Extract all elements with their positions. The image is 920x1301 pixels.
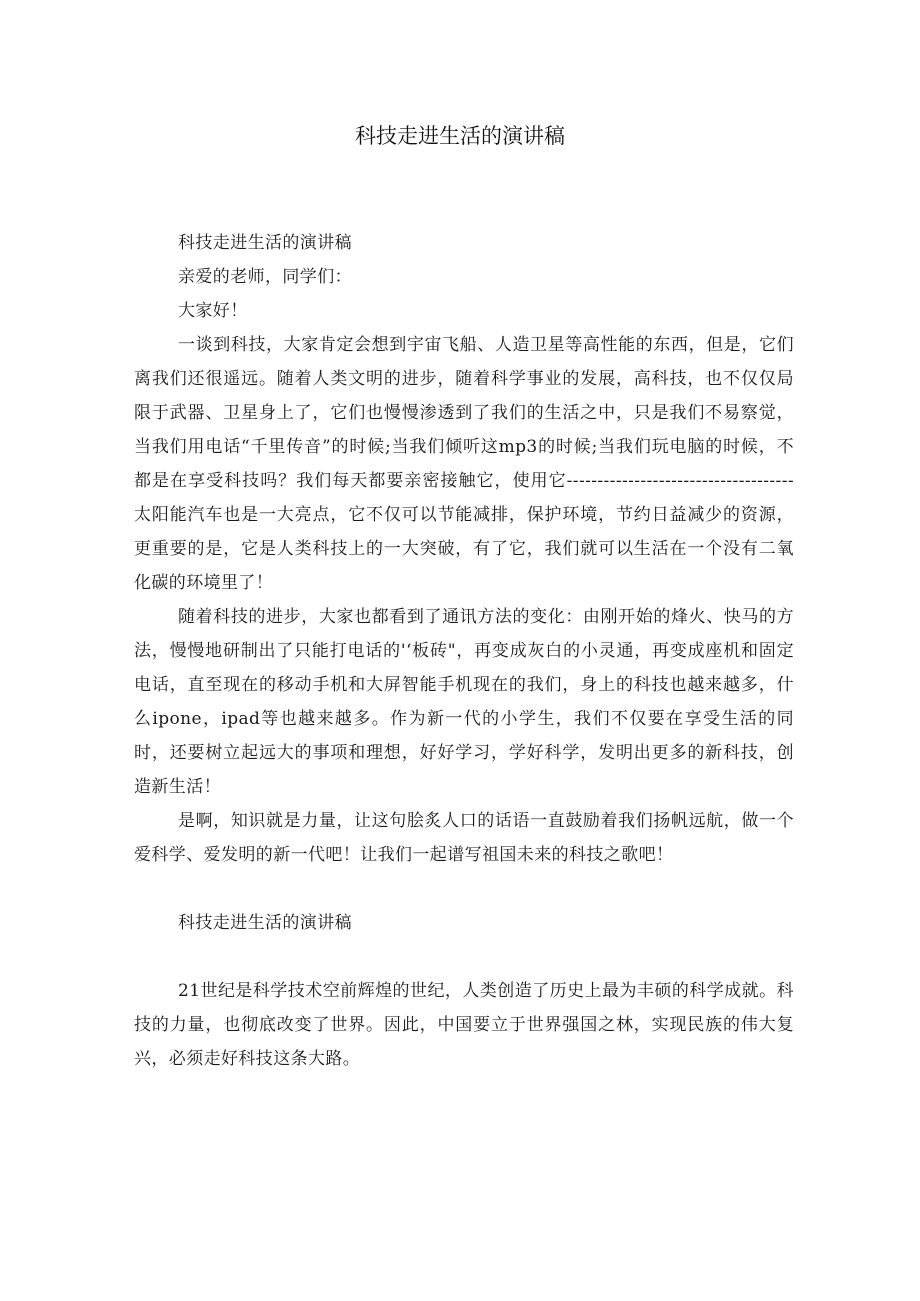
paragraph-salutation: 亲爱的老师，同学们：	[178, 267, 352, 287]
paragraph-body: 21世纪是科学技术空前辉煌的世纪，人类创造了历史上最为丰硕的科学成就。科技的力量，也彻底改变了世界。因此，中国要立于世界强国之林，实现民族的伟大复兴，必须走好科技这条大路。	[134, 981, 794, 1069]
paragraph-body: 随着科技的进步，大家也都看到了通讯方法的变化：由刚开始的烽火、快马的方法，慢慢地研制出了只能打电话的'‘板砖"，再变成灰白的小灵通，再变成座机和固定电话，直至现在的移动手机和大屏智能手机现在的我们，身上的科技也越来越多，什么ipone，ipad等也越来越多。作为新一代的小学生，我们不仅要在享受生活的同时，还要树立起远大的事项和理想，好好学习，学好科学，发明出更多的新科技，创造新生活！	[134, 607, 794, 797]
paragraph-greeting: 大家好！	[178, 301, 248, 321]
document-body	[134, 226, 794, 1076]
paragraph-body: 一谈到科技，大家肯定会想到宇宙飞船、人造卫星等高性能的东西，但是，它们离我们还很遥远。随着人类文明的进步，随着科学事业的发展，高科技，也不仅仅局限于武器、卫星身上了，它们也慢慢渗透到了我们的生活之中，只是我们不易察觉，当我们用电话“千里传音”的时候;当我们倾听这mp3的时候;当我们玩电脑的时候，不都是在享受科技吗？我们每天都要亲密接触它，使用它-------------------------------------太阳能汽车也是一大亮点，它不仅可以节能减排，保护环境，节约日益减少的资源，更重要的是，它是人类科技上的一大突破，有了它，我们就可以生活在一个没有二氧化碳的环境里了！	[134, 335, 794, 593]
paragraph-section-heading: 科技走进生活的演讲稿	[178, 913, 352, 933]
document-title: 科技走进生活的演讲稿	[355, 124, 565, 148]
paragraph-heading: 科技走进生活的演讲稿	[178, 233, 352, 253]
paragraph-body: 是啊，知识就是力量，让这句脍炙人口的话语一直鼓励着我们扬帆远航，做一个爱科学、爱发明的新一代吧！让我们一起谱写祖国未来的科技之歌吧！	[134, 811, 794, 865]
